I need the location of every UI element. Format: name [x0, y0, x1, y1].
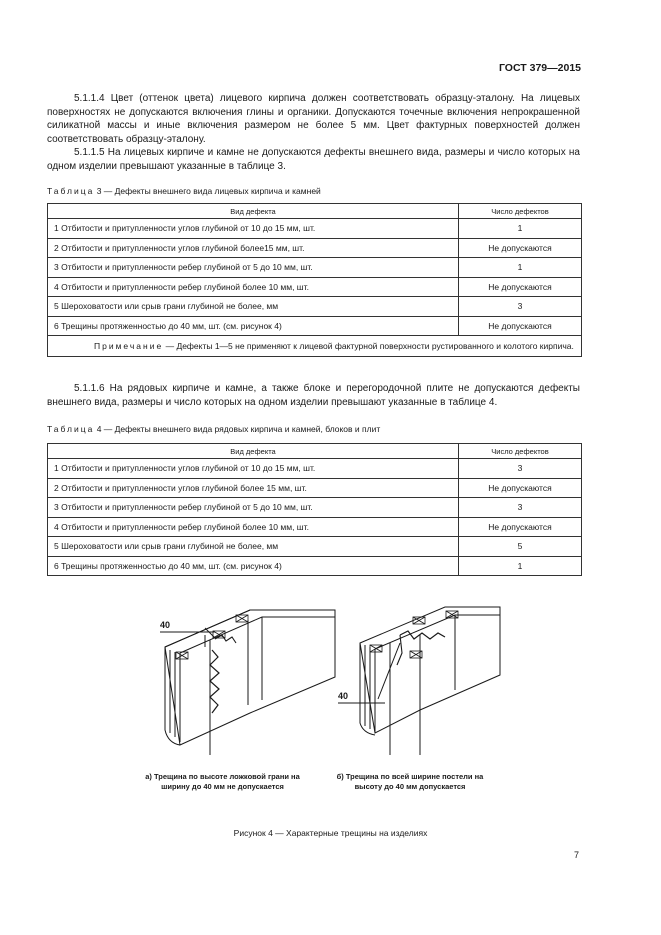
figure-sub-caption-b: б) Трещина по всей ширине постели на высоту до 40 мм допускается — [336, 772, 484, 791]
table-3-caption: Таблица 3 — Дефекты внешнего вида лицевых кирпича и камней — [47, 186, 321, 196]
table-row: 5 Шероховатости или срыв грани глубиной не более, мм 3 — [48, 297, 582, 317]
figure-sub-caption-a: а) Трещина по высоте ложковой грани на ширину до 40 мм не допускается — [145, 772, 300, 791]
table-header-row — [48, 444, 582, 459]
table-4-caption: Таблица 4 — Дефекты внешнего вида рядовых кирпича и камней, блоков и плит — [47, 424, 381, 434]
table-row: 5 Шероховатости или срыв грани глубиной не более, мм 5 — [48, 537, 582, 557]
table-row: 4 Отбитости и притупленности ребер глубиной более 10 мм, шт. Не допускаются — [48, 277, 582, 297]
table-3 — [47, 203, 582, 357]
table-row: 2 Отбитости и притупленности углов глубиной более15 мм, шт. Не допускаются — [48, 238, 582, 258]
table-row: 6 Трещины протяженностью до 40 мм, шт. (см. рисунок 4) Не допускаются — [48, 316, 582, 336]
dimension-a-label: 40 — [160, 620, 171, 630]
figure-caption: Рисунок 4 — Характерные трещины на изделиях — [233, 828, 428, 838]
paragraph-5-1-1-6: 5.1.1.6 На рядовых кирпиче и камне, а также блоке и перегородочной плите не допускаются дефекты внешнего вида, размеры и число которых на одном изделии превышают указанные в таблице 4. — [47, 383, 580, 408]
page-number: 7 — [573, 850, 579, 860]
column-header-defect: Вид дефекта — [48, 204, 459, 219]
figure-4-drawing — [0, 595, 661, 765]
table-4 — [47, 443, 582, 576]
table-row: 2 Отбитости и притупленности углов глубиной более 15 мм, шт. Не допускаются — [48, 478, 582, 498]
table-row: 4 Отбитости и притупленности ребер глубиной более 10 мм, шт. Не допускаются — [48, 517, 582, 537]
document-code: ГОСТ 379—2015 — [498, 62, 581, 74]
paragraph-5-1-1-4: 5.1.1.4 Цвет (оттенок цвета) лицевого кирпича должен соответствовать образцу-эталону. На лицевых поверхностях не допускаются включения глины и органики. Допускаются точечные включения непрокрашенной силикатной массы и иные включения размером не более 5 мм. Цвет фактурных поверхностей должен соответствовать образцу-эталону. — [47, 93, 580, 145]
table-row: 1 Отбитости и притупленности углов глубиной от 10 до 15 мм, шт. 1 — [48, 219, 582, 239]
brick-b-outline — [360, 607, 500, 755]
table-note-row — [48, 336, 582, 357]
table-note: Примечание — Дефекты 1—5 не применяют к лицевой фактурной поверхности рустированного и колотого кирпича. — [48, 336, 582, 357]
column-header-count: Число дефектов — [459, 204, 582, 219]
column-header-count: Число дефектов — [459, 444, 582, 459]
paragraph-5-1-1-5: 5.1.1.5 На лицевых кирпиче и камне не допускаются дефекты внешнего вида, размеры и число которых на одном изделии превышают указанные в таблице 3. — [47, 147, 580, 172]
table-row: 3 Отбитости и притупленности ребер глубиной от 5 до 10 мм, шт. 3 — [48, 498, 582, 518]
table-row: 3 Отбитости и притупленности ребер глубиной от 5 до 10 мм, шт. 1 — [48, 258, 582, 278]
table-header-row — [48, 204, 582, 219]
column-header-defect: Вид дефекта — [48, 444, 459, 459]
table-row: 1 Отбитости и притупленности углов глубиной от 10 до 15 мм, шт. 3 — [48, 459, 582, 479]
dimension-b-label: 40 — [338, 691, 349, 701]
table-row: 6 Трещины протяженностью до 40 мм, шт. (см. рисунок 4) 1 — [48, 556, 582, 576]
